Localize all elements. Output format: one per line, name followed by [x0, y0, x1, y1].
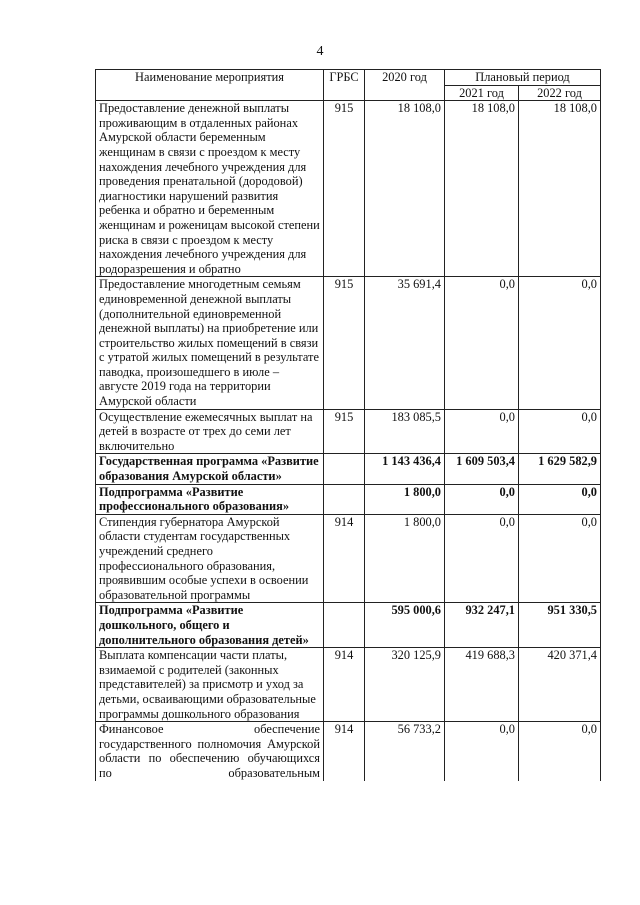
header-grbs: ГРБС [324, 70, 365, 101]
table-header-row [96, 70, 601, 86]
row-grbs: 915 [324, 409, 365, 454]
row-2022: 18 108,0 [519, 101, 601, 277]
row-name: Выплата компенсации части платы, взимаемой с родителей (законных представителей) за присмотр и уход за детьми, осваивающими образовательные программы дошкольного образования [96, 648, 324, 722]
row-grbs: 915 [324, 101, 365, 277]
header-name: Наименование мероприятия [96, 70, 324, 101]
row-2021: 0,0 [445, 484, 519, 514]
table-row [96, 514, 601, 603]
row-2021: 0,0 [445, 277, 519, 409]
table-row [96, 277, 601, 409]
row-2020: 1 800,0 [365, 484, 445, 514]
header-2020: 2020 год [365, 70, 445, 101]
row-2021: 0,0 [445, 409, 519, 454]
row-name: Подпрограмма «Развитие профессионального образования» [96, 484, 324, 514]
row-2022: 951 330,5 [519, 603, 601, 648]
table-row-subprogram [96, 603, 601, 648]
row-2022: 0,0 [519, 409, 601, 454]
row-2022: 1 629 582,9 [519, 454, 601, 484]
row-2022: 420 371,4 [519, 648, 601, 722]
table-row-subprogram [96, 484, 601, 514]
row-2020: 1 800,0 [365, 514, 445, 603]
row-grbs [324, 603, 365, 648]
table-row [96, 101, 601, 277]
header-2022: 2022 год [519, 85, 601, 101]
table-row [96, 722, 601, 781]
row-2022: 0,0 [519, 514, 601, 603]
row-2020: 595 000,6 [365, 603, 445, 648]
row-grbs: 914 [324, 722, 365, 781]
row-2022: 0,0 [519, 722, 601, 781]
row-2020: 56 733,2 [365, 722, 445, 781]
page-number: 4 [316, 44, 324, 59]
row-name: Финансовое обеспечение государственного полномочия Амурской области по обеспечению обучающихся по образовательным [96, 722, 324, 781]
row-2020: 18 108,0 [365, 101, 445, 277]
row-name: Предоставление многодетным семьям единовременной денежной выплаты (дополнительной единовременной денежной выплаты) на приобретение или строительство жилых помещений в связи с утратой жилых помещений в результате паводка, произошедшего в июле – августе 2019 года на территории Амурской области [96, 277, 324, 409]
row-2020: 35 691,4 [365, 277, 445, 409]
table-row [96, 648, 601, 722]
row-name: Стипендия губернатора Амурской области студентам государственных учреждений среднего профессионального образования, проявившим особые успехи в освоении образовательной программы [96, 514, 324, 603]
row-grbs [324, 454, 365, 484]
row-2022: 0,0 [519, 484, 601, 514]
row-2021: 18 108,0 [445, 101, 519, 277]
row-2021: 0,0 [445, 722, 519, 781]
row-grbs: 914 [324, 648, 365, 722]
header-planned-period: Плановый период [445, 70, 601, 86]
budget-table [95, 69, 601, 781]
row-2020: 183 085,5 [365, 409, 445, 454]
row-2021: 419 688,3 [445, 648, 519, 722]
table-row [96, 409, 601, 454]
row-2020: 320 125,9 [365, 648, 445, 722]
row-2021: 1 609 503,4 [445, 454, 519, 484]
row-2022: 0,0 [519, 277, 601, 409]
row-grbs: 914 [324, 514, 365, 603]
row-name: Предоставление денежной выплаты проживающим в отдаленных районах Амурской области беременным женщинам в связи с проездом к месту нахождения лечебного учреждения для проведения пренатальной (дородовой) диагностики нарушений развития ребенка и обратно и беременным женщинам и роженицам высокой степени риска в связи с проездом к месту нахождения лечебного учреждения для родоразрешения и обратно [96, 101, 324, 277]
header-2021: 2021 год [445, 85, 519, 101]
row-name: Подпрограмма «Развитие дошкольного, общего и дополнительного образования детей» [96, 603, 324, 648]
row-grbs [324, 484, 365, 514]
row-2021: 0,0 [445, 514, 519, 603]
row-2020: 1 143 436,4 [365, 454, 445, 484]
table-row-program [96, 454, 601, 484]
row-name: Осуществление ежемесячных выплат на детей в возрасте от трех до семи лет включительно [96, 409, 324, 454]
row-name: Государственная программа «Развитие образования Амурской области» [96, 454, 324, 484]
row-2021: 932 247,1 [445, 603, 519, 648]
row-grbs: 915 [324, 277, 365, 409]
